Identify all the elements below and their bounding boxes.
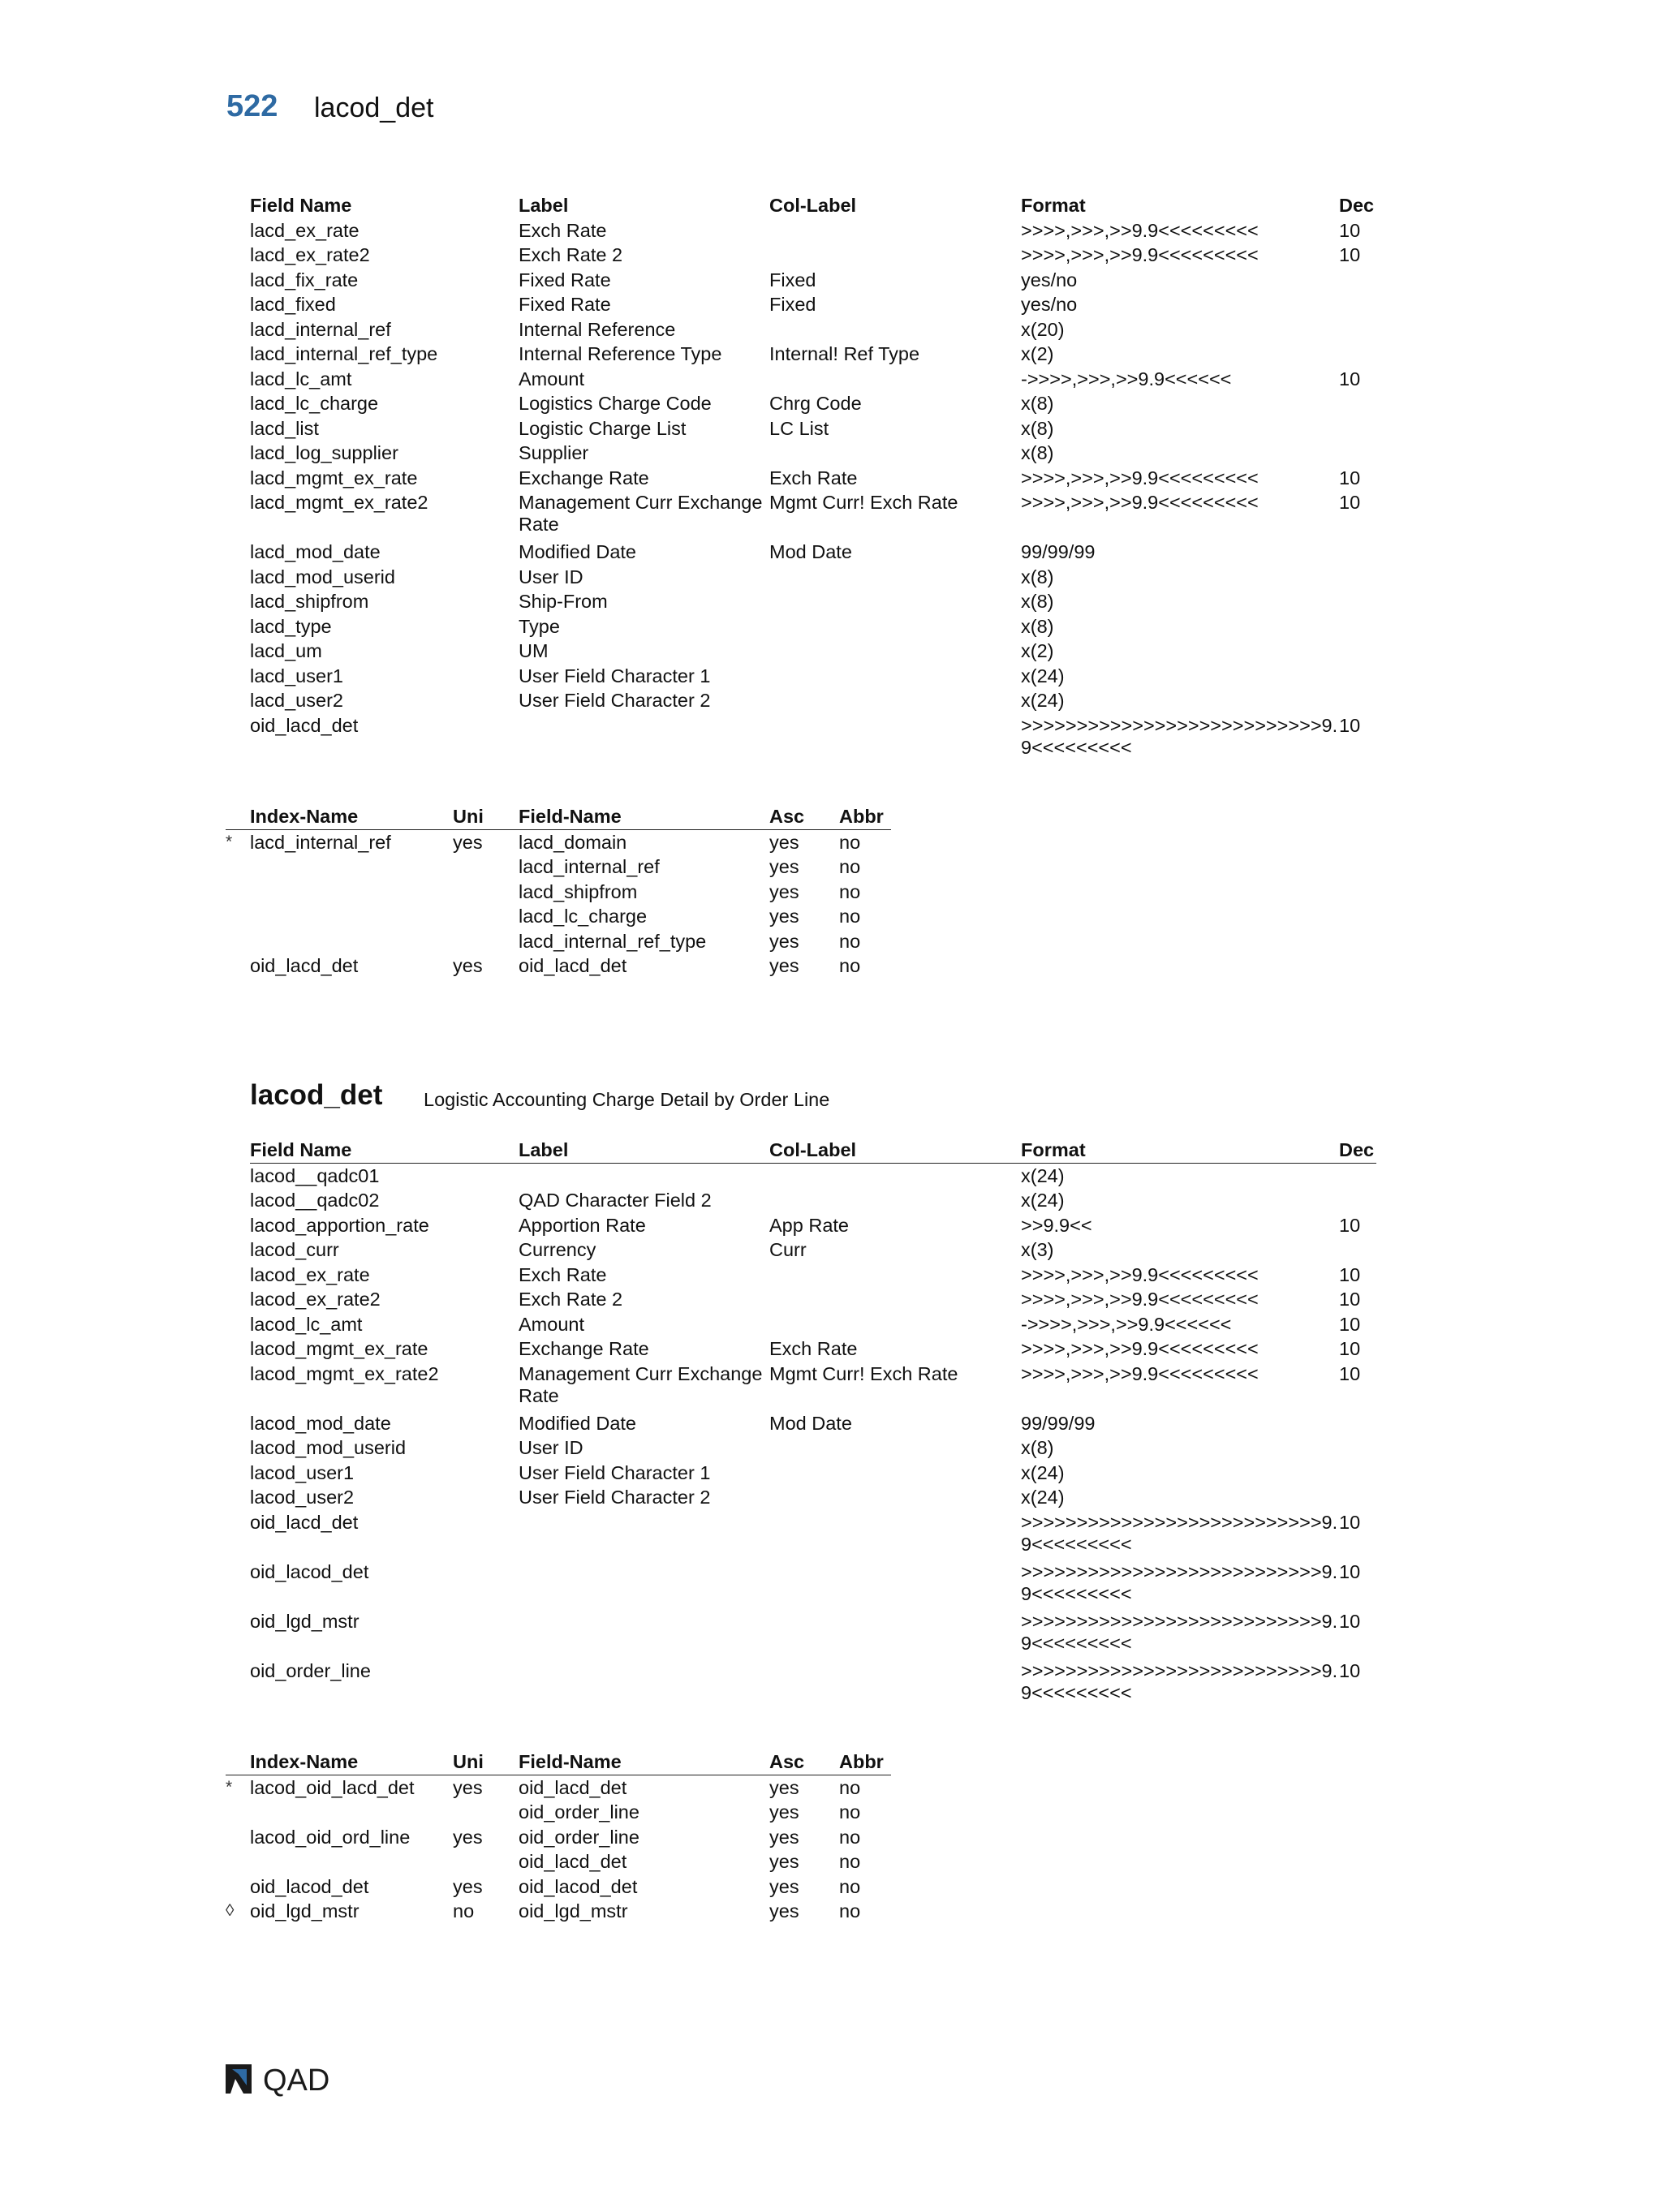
cell-field: lacd_log_supplier — [250, 442, 398, 463]
cell-abbr: no — [839, 1826, 861, 1848]
cell-field: lacod_lc_amt — [250, 1313, 363, 1335]
cell-field: lacod_mgmt_ex_rate — [250, 1338, 428, 1359]
cell-label: Exch Rate 2 — [519, 1289, 623, 1310]
cell-field: lacd_ex_rate2 — [250, 244, 370, 265]
cell-format: x(20) — [1021, 318, 1065, 340]
qad-logo-icon — [224, 2061, 386, 2097]
cell-abbr: no — [839, 880, 861, 902]
table-row — [250, 466, 1376, 491]
table-row — [250, 243, 1376, 268]
cell-format: x(24) — [1021, 1164, 1065, 1186]
index-marker: ◊ — [226, 1901, 235, 1920]
cell-field-name: oid_lacod_det — [519, 1875, 638, 1897]
page-number: 522 — [226, 89, 278, 123]
cell-format: x(24) — [1021, 1190, 1065, 1211]
cell-abbr: no — [839, 1851, 861, 1872]
index-row — [250, 1849, 891, 1874]
cell-field: oid_lacd_det — [250, 1511, 359, 1533]
cell-dec: 10 — [1339, 467, 1361, 488]
cell-dec: 10 — [1339, 1610, 1361, 1632]
cell-field-name: oid_order_line — [519, 1826, 639, 1848]
table-row — [250, 1560, 1376, 1609]
cell-index-name: lacd_internal_ref — [250, 831, 391, 853]
cell-uni: yes — [453, 831, 483, 853]
index-row — [226, 1775, 891, 1801]
fields-table-lacod-det — [250, 1138, 1376, 1708]
cell-format: >>9.9<< — [1021, 1214, 1092, 1236]
table-row — [250, 1287, 1376, 1312]
cell-dec: 10 — [1339, 368, 1361, 389]
cell-format: >>>>,>>>,>>9.9<<<<<<<<< — [1021, 1289, 1259, 1310]
cell-field-name: lacd_domain — [519, 831, 627, 853]
cell-field: lacod_mgmt_ex_rate2 — [250, 1362, 439, 1384]
table-row — [250, 1435, 1376, 1461]
cell-col-label: LC List — [769, 417, 829, 439]
cell-format: >>>>>>>>>>>>>>>>>>>>>>>>>>>9.9<<<<<<<<< — [1021, 1610, 1338, 1654]
cell-format: >>>>,>>>,>>9.9<<<<<<<<< — [1021, 244, 1259, 265]
cell-field: lacod_apportion_rate — [250, 1214, 429, 1236]
cell-field: lacd_shipfrom — [250, 591, 369, 612]
cell-format: x(8) — [1021, 566, 1054, 587]
table-row — [250, 565, 1376, 590]
cell-dec: 10 — [1339, 492, 1361, 513]
table-row — [250, 268, 1376, 293]
cell-dec: 10 — [1339, 219, 1361, 241]
cell-asc: yes — [769, 1851, 799, 1872]
cell-field: oid_lgd_mstr — [250, 1610, 360, 1632]
cell-field: lacd_list — [250, 417, 319, 439]
table-row — [250, 589, 1376, 614]
cell-col-label: Mgmt Curr! Exch Rate — [769, 492, 958, 513]
cell-format: >>>>,>>>,>>9.9<<<<<<<<< — [1021, 467, 1259, 488]
table-row — [250, 1510, 1376, 1560]
cell-format: >>>>>>>>>>>>>>>>>>>>>>>>>>>9.9<<<<<<<<< — [1021, 1560, 1338, 1604]
cell-dec: 10 — [1339, 1511, 1361, 1533]
cell-format: x(24) — [1021, 1487, 1065, 1508]
cell-uni: yes — [453, 1776, 483, 1798]
section-name: lacod_det — [250, 1079, 383, 1111]
cell-col-label: Chrg Code — [769, 393, 862, 414]
table-row — [250, 1213, 1376, 1238]
cell-field: lacd_mgmt_ex_rate — [250, 467, 418, 488]
cell-col-label: Exch Rate — [769, 1338, 858, 1359]
header-format: Format — [1021, 1139, 1086, 1160]
cell-field: lacod_ex_rate2 — [250, 1289, 381, 1310]
index-row — [226, 1899, 891, 1924]
cell-field: lacd_fix_rate — [250, 269, 359, 290]
cell-field: oid_lacd_det — [250, 714, 359, 736]
qad-logo — [224, 2061, 386, 2097]
cell-dec: 10 — [1339, 1560, 1361, 1582]
cell-format: x(8) — [1021, 591, 1054, 612]
header-field-name: Field-Name — [519, 806, 622, 827]
section-description: Logistic Accounting Charge Detail by Order Line — [424, 1089, 830, 1110]
cell-field: lacod__qadc01 — [250, 1164, 380, 1186]
table-row — [250, 317, 1376, 342]
cell-uni: yes — [453, 955, 483, 976]
cell-format: >>>>,>>>,>>9.9<<<<<<<<< — [1021, 1338, 1259, 1359]
index-table-lacod-det — [226, 1749, 891, 1924]
cell-format: x(8) — [1021, 417, 1054, 439]
cell-field: lacd_um — [250, 640, 322, 661]
cell-col-label: Fixed — [769, 294, 816, 315]
cell-asc: yes — [769, 930, 799, 952]
index-row — [250, 880, 891, 905]
cell-asc: yes — [769, 880, 799, 902]
table-row — [250, 1188, 1376, 1213]
cell-format: x(8) — [1021, 393, 1054, 414]
cell-label: Supplier — [519, 442, 589, 463]
table-row — [250, 342, 1376, 367]
cell-dec: 10 — [1339, 1214, 1361, 1236]
table-row — [250, 688, 1376, 713]
table-row — [250, 1461, 1376, 1486]
cell-label: Amount — [519, 1313, 584, 1335]
cell-format: x(24) — [1021, 665, 1065, 686]
cell-asc: yes — [769, 1900, 799, 1922]
index-row — [250, 904, 891, 929]
cell-format: x(8) — [1021, 615, 1054, 637]
cell-dec: 10 — [1339, 1263, 1361, 1285]
cell-label: User ID — [519, 566, 583, 587]
header-index-name: Index-Name — [250, 1751, 359, 1772]
cell-label: Exch Rate 2 — [519, 244, 623, 265]
cell-label: UM — [519, 640, 549, 661]
header-uni: Uni — [453, 1751, 484, 1772]
qad-logo-text: QAD — [263, 2064, 330, 2097]
table-row — [250, 1263, 1376, 1288]
cell-field: oid_lacod_det — [250, 1560, 369, 1582]
index-row — [250, 854, 891, 880]
cell-field: lacod_user1 — [250, 1461, 355, 1483]
cell-asc: yes — [769, 1826, 799, 1848]
cell-abbr: no — [839, 955, 861, 976]
cell-uni: yes — [453, 1875, 483, 1897]
header-col-label: Col-Label — [769, 1139, 857, 1160]
cell-col-label: Exch Rate — [769, 467, 858, 488]
header-label: Label — [519, 195, 569, 216]
cell-abbr: no — [839, 831, 861, 853]
cell-format: x(2) — [1021, 343, 1054, 364]
header-format: Format — [1021, 195, 1086, 216]
cell-index-name: lacod_oid_lacd_det — [250, 1776, 415, 1798]
table-row — [250, 1485, 1376, 1510]
table-row — [250, 441, 1376, 466]
table-row — [250, 391, 1376, 416]
cell-field: lacd_user2 — [250, 690, 343, 711]
header-dec: Dec — [1339, 195, 1375, 216]
header-abbr: Abbr — [839, 1751, 884, 1772]
cell-field: lacod_ex_rate — [250, 1263, 370, 1285]
table-row — [250, 416, 1376, 441]
cell-label: User ID — [519, 1437, 583, 1458]
cell-index-name: lacod_oid_ord_line — [250, 1826, 411, 1848]
cell-col-label: App Rate — [769, 1214, 849, 1236]
cell-label: User Field Character 2 — [519, 690, 711, 711]
cell-col-label: Mod Date — [769, 541, 852, 562]
header-field: Field Name — [250, 195, 352, 216]
cell-label: User Field Character 1 — [519, 665, 711, 686]
table-row — [250, 1362, 1376, 1411]
cell-field-name: lacd_shipfrom — [519, 880, 638, 902]
cell-label: Exchange Rate — [519, 1338, 649, 1359]
cell-format: >>>>,>>>,>>9.9<<<<<<<<< — [1021, 1263, 1259, 1285]
cell-format: >>>>,>>>,>>9.9<<<<<<<<< — [1021, 1362, 1259, 1384]
cell-col-label: Curr — [769, 1239, 807, 1260]
cell-dec: 10 — [1339, 1313, 1361, 1335]
index-header-row — [226, 804, 891, 830]
cell-label: Management Curr Exchange Rate — [519, 1362, 763, 1406]
cell-abbr: no — [839, 1801, 861, 1823]
cell-format: x(3) — [1021, 1239, 1054, 1260]
cell-dec: 10 — [1339, 1659, 1361, 1681]
cell-abbr: no — [839, 906, 861, 927]
cell-asc: yes — [769, 955, 799, 976]
cell-format: >>>>,>>>,>>9.9<<<<<<<<< — [1021, 492, 1259, 513]
header-dec: Dec — [1339, 1139, 1375, 1160]
cell-field: lacd_fixed — [250, 294, 336, 315]
cell-field: lacd_type — [250, 615, 332, 637]
table-row — [250, 218, 1376, 243]
cell-label: Type — [519, 615, 560, 637]
cell-format: >>>>,>>>,>>9.9<<<<<<<<< — [1021, 219, 1259, 241]
index-row — [250, 1825, 891, 1850]
cell-field: lacod_curr — [250, 1239, 339, 1260]
cell-dec: 10 — [1339, 1338, 1361, 1359]
table-row — [250, 292, 1376, 317]
header-field: Field Name — [250, 1139, 352, 1160]
header-col-label: Col-Label — [769, 195, 857, 216]
cell-field-name: oid_lacd_det — [519, 955, 627, 976]
cell-abbr: no — [839, 1875, 861, 1897]
cell-field-name: oid_lacd_det — [519, 1776, 627, 1798]
table-row — [250, 614, 1376, 639]
table-row — [250, 367, 1376, 392]
cell-field: lacod_mod_userid — [250, 1437, 407, 1458]
cell-field-name: lacd_lc_charge — [519, 906, 648, 927]
cell-asc: yes — [769, 1875, 799, 1897]
cell-format: x(8) — [1021, 1437, 1054, 1458]
header-field-name: Field-Name — [519, 1751, 622, 1772]
cell-asc: yes — [769, 831, 799, 853]
table-row — [250, 1237, 1376, 1263]
cell-label: Internal Reference Type — [519, 343, 722, 364]
header-asc: Asc — [769, 806, 805, 827]
table-row — [250, 664, 1376, 689]
cell-field: lacd_internal_ref — [250, 318, 391, 340]
cell-label: Logistics Charge Code — [519, 393, 712, 414]
cell-label: User Field Character 2 — [519, 1487, 711, 1508]
cell-uni: no — [453, 1900, 475, 1922]
cell-dec: 10 — [1339, 244, 1361, 265]
cell-col-label: Mod Date — [769, 1412, 852, 1434]
cell-field-name: oid_lgd_mstr — [519, 1900, 628, 1922]
table-row — [250, 490, 1376, 540]
cell-label: Fixed Rate — [519, 294, 611, 315]
cell-field: lacd_mgmt_ex_rate2 — [250, 492, 428, 513]
cell-index-name: oid_lacod_det — [250, 1875, 369, 1897]
cell-field: lacd_lc_amt — [250, 368, 352, 389]
cell-format: >>>>>>>>>>>>>>>>>>>>>>>>>>>9.9<<<<<<<<< — [1021, 714, 1338, 758]
cell-format: yes/no — [1021, 269, 1078, 290]
index-table-lacd-det — [226, 804, 891, 979]
cell-abbr: no — [839, 1900, 861, 1922]
table-row — [250, 713, 1376, 763]
cell-format: x(8) — [1021, 442, 1054, 463]
cell-field: lacod__qadc02 — [250, 1190, 380, 1211]
cell-label: Ship-From — [519, 591, 608, 612]
table-row — [250, 1411, 1376, 1436]
header-abbr: Abbr — [839, 806, 884, 827]
cell-format: >>>>>>>>>>>>>>>>>>>>>>>>>>>9.9<<<<<<<<< — [1021, 1659, 1338, 1703]
cell-field-name: lacd_internal_ref_type — [519, 930, 707, 952]
cell-format: x(2) — [1021, 640, 1054, 661]
cell-label: Management Curr Exchange Rate — [519, 492, 763, 535]
table-row — [250, 639, 1376, 664]
header-asc: Asc — [769, 1751, 805, 1772]
index-marker: * — [226, 832, 233, 851]
index-header-row — [226, 1749, 891, 1775]
table-row — [250, 540, 1376, 565]
cell-field: lacd_mod_date — [250, 541, 381, 562]
cell-field-name: oid_lacd_det — [519, 1851, 627, 1872]
cell-label: QAD Character Field 2 — [519, 1190, 712, 1211]
cell-label: Apportion Rate — [519, 1214, 646, 1236]
page-table-name: lacod_det — [314, 93, 434, 123]
cell-abbr: no — [839, 930, 861, 952]
cell-abbr: no — [839, 1776, 861, 1798]
cell-format: 99/99/99 — [1021, 1412, 1096, 1434]
cell-field: lacd_lc_charge — [250, 393, 379, 414]
cell-field: lacd_mod_userid — [250, 566, 395, 587]
fields-table-lacd-det — [250, 193, 1376, 763]
cell-label: Exch Rate — [519, 1263, 607, 1285]
cell-asc: yes — [769, 906, 799, 927]
table-row — [250, 1609, 1376, 1659]
table-header-row — [250, 193, 1376, 218]
index-row — [250, 929, 891, 954]
header-uni: Uni — [453, 806, 484, 827]
cell-format: >>>>>>>>>>>>>>>>>>>>>>>>>>>9.9<<<<<<<<< — [1021, 1511, 1338, 1555]
cell-asc: yes — [769, 1801, 799, 1823]
cell-asc: yes — [769, 856, 799, 877]
table-row — [250, 1659, 1376, 1708]
cell-field: lacod_mod_date — [250, 1412, 391, 1434]
cell-col-label: Mgmt Curr! Exch Rate — [769, 1362, 958, 1384]
cell-format: x(24) — [1021, 690, 1065, 711]
index-row — [250, 1800, 891, 1825]
cell-uni: yes — [453, 1826, 483, 1848]
cell-field-name: lacd_internal_ref — [519, 856, 660, 877]
cell-label: Modified Date — [519, 541, 636, 562]
cell-label: Modified Date — [519, 1412, 636, 1434]
cell-field: lacd_internal_ref_type — [250, 343, 438, 364]
cell-format: x(24) — [1021, 1461, 1065, 1483]
cell-format: 99/99/99 — [1021, 541, 1096, 562]
cell-asc: yes — [769, 1776, 799, 1798]
cell-dec: 10 — [1339, 1362, 1361, 1384]
cell-index-name: oid_lgd_mstr — [250, 1900, 360, 1922]
cell-dec: 10 — [1339, 1289, 1361, 1310]
index-row — [226, 830, 891, 855]
cell-field: lacd_user1 — [250, 665, 343, 686]
cell-label: Logistic Charge List — [519, 417, 687, 439]
table-row — [250, 1164, 1376, 1189]
section-title — [250, 1079, 830, 1112]
cell-format: yes/no — [1021, 294, 1078, 315]
cell-dec: 10 — [1339, 714, 1361, 736]
cell-col-label: Internal! Ref Type — [769, 343, 920, 364]
header-label: Label — [519, 1139, 569, 1160]
table-row — [250, 1312, 1376, 1337]
index-row — [250, 1874, 891, 1900]
cell-format: ->>>>,>>>,>>9.9<<<<<< — [1021, 368, 1232, 389]
cell-abbr: no — [839, 856, 861, 877]
cell-field: oid_order_line — [250, 1659, 371, 1681]
table-header-row — [250, 1138, 1376, 1164]
cell-label: Exch Rate — [519, 219, 607, 241]
cell-label: Currency — [519, 1239, 596, 1260]
cell-label: Amount — [519, 368, 584, 389]
cell-label: User Field Character 1 — [519, 1461, 711, 1483]
header-index-name: Index-Name — [250, 806, 359, 827]
cell-field: lacod_user2 — [250, 1487, 355, 1508]
cell-label: Fixed Rate — [519, 269, 611, 290]
index-marker: * — [226, 1777, 233, 1797]
table-row — [250, 1336, 1376, 1362]
cell-format: ->>>>,>>>,>>9.9<<<<<< — [1021, 1313, 1232, 1335]
cell-label: Internal Reference — [519, 318, 676, 340]
cell-col-label: Fixed — [769, 269, 816, 290]
cell-field-name: oid_order_line — [519, 1801, 639, 1823]
cell-index-name: oid_lacd_det — [250, 955, 359, 976]
index-row — [250, 953, 891, 979]
cell-label: Exchange Rate — [519, 467, 649, 488]
cell-field: lacd_ex_rate — [250, 219, 360, 241]
